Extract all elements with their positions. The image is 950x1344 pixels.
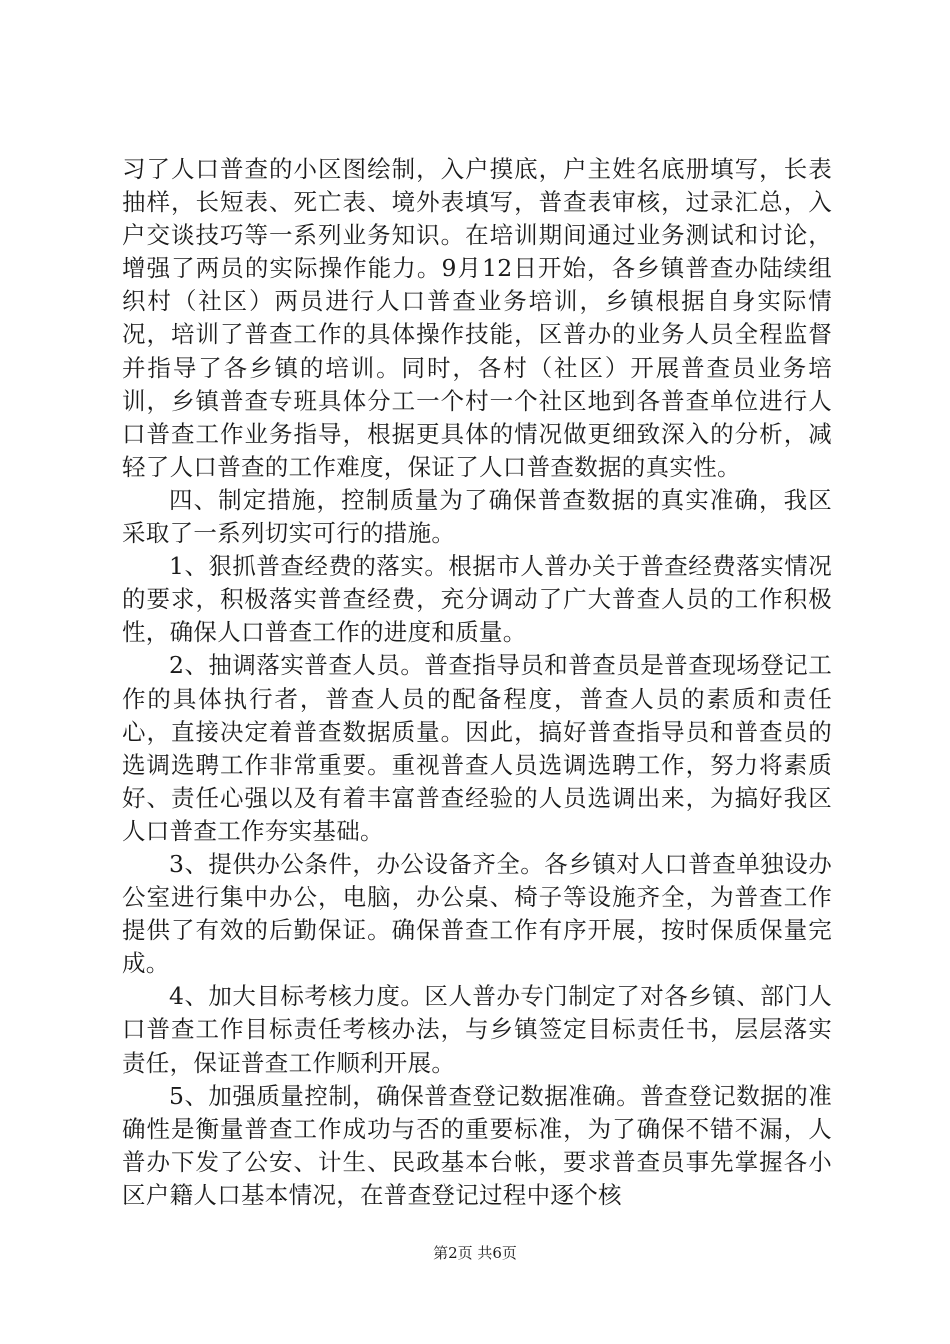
paragraph-item-4: 4、加大目标考核力度。区人普办专门制定了对各乡镇、部门人口普查工作目标责任考核办法，与乡镇签定目标责任书，层层落实责任，保证普查工作顺利开展。 <box>122 982 832 1077</box>
paragraph-item-5: 5、加强质量控制，确保普查登记数据准确。普查登记数据的准确性是衡量普查工作成功与否的重要标准，为了确保不错不漏，人普办下发了公安、计生、民政基本台帐，要求普查员事先掌握各小区户籍人口基本情况，在普查登记过程中逐个核 <box>122 1081 832 1209</box>
document-body <box>122 153 832 1212</box>
paragraph-item-3: 3、提供办公条件，办公设备齐全。各乡镇对人口普查单独设办公室进行集中办公，电脑，办公桌、椅子等设施齐全，为普查工作提供了有效的后勤保证。确保普查工作有序开展，按时保质保量完成。 <box>122 849 832 978</box>
page-number-footer: 第2页 共6页 <box>433 1244 517 1262</box>
paragraph-training: 习了人口普查的小区图绘制，入户摸底，户主姓名底册填写，长表抽样，长短表、死亡表、境外表填写，普查表审核，过录汇总，入户交谈技巧等一系列业务知识。在培训期间通过业务测试和讨论，增强了两员的实际操作能力。9月12日开始，各乡镇普查办陆续组织村（社区）两员进行人口普查业务培训，乡镇根据自身实际情况，培训了普查工作的具体操作技能，区普办的业务人员全程监督并指导了各乡镇的培训。同时，各村（社区）开展普查员业务培训，乡镇普查专班具体分工一个村一个社区地到各普查单位进行人口普查工作业务指导，根据更具体的情况做更细致深入的分析，减轻了人口普查的工作难度，保证了人口普查数据的真实性。 <box>122 155 832 481</box>
paragraph-item-1: 1、狠抓普查经费的落实。根据市人普办关于普查经费落实情况的要求，积极落实普查经费，充分调动了广大普查人员的工作积极性，确保人口普查工作的进度和质量。 <box>122 552 832 647</box>
paragraph-item-2: 2、抽调落实普查人员。普查指导员和普查员是普查现场登记工作的具体执行者，普查人员的配备程度，普查人员的素质和责任心，直接决定着普查数据质量。因此，搞好普查指导员和普查员的选调选聘工作非常重要。重视普查人员选调选聘工作，努力将素质好、责任心强以及有着丰富普查经验的人员选调出来，为搞好我区人口普查工作夯实基础。 <box>122 651 832 845</box>
paragraph-section-four-heading: 四、制定措施，控制质量为了确保普查数据的真实准确，我区采取了一系列切实可行的措施。 <box>122 485 832 548</box>
